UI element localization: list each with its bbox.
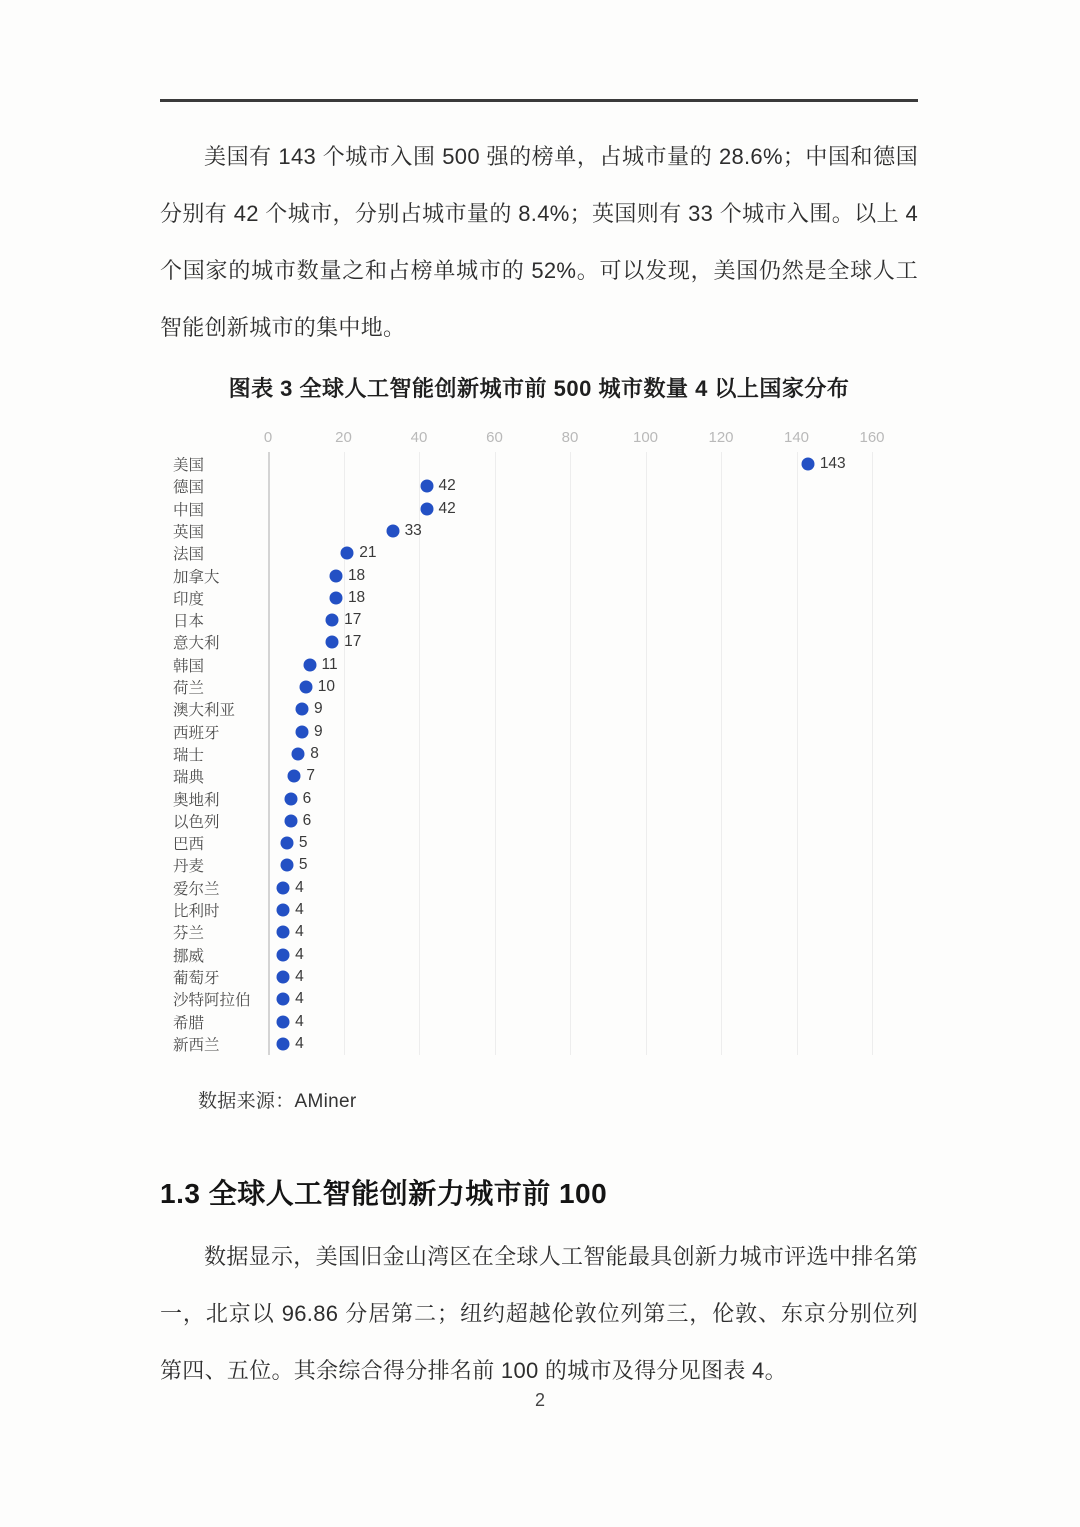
data-point-dot [295, 725, 308, 738]
gridline [872, 452, 873, 1055]
value-label: 42 [438, 499, 456, 517]
value-label: 18 [347, 566, 366, 584]
category-label: 以色列 [173, 813, 220, 831]
category-label: 巴西 [173, 836, 205, 854]
value-label: 9 [313, 722, 323, 740]
gridline [646, 452, 647, 1055]
category-label: 澳大利亚 [173, 702, 236, 720]
y-axis-line [268, 452, 270, 1055]
category-label: 新西兰 [173, 1036, 220, 1054]
data-point-dot [284, 814, 297, 827]
data-point-dot [329, 569, 342, 582]
value-label: 17 [344, 611, 362, 629]
category-label: 法国 [173, 546, 205, 564]
category-label: 美国 [173, 457, 205, 474]
data-point-dot [277, 1015, 290, 1028]
data-source-note: 数据来源：AMiner [198, 1091, 357, 1112]
chart-title: 图表 3 全球人工智能创新城市前 500 城市数量 4 以上国家分布 [228, 376, 850, 401]
data-point-dot [277, 993, 290, 1006]
value-label: 9 [313, 700, 323, 718]
category-label: 英国 [173, 523, 205, 541]
chart [160, 425, 900, 1070]
gridline [344, 452, 345, 1055]
x-tick-label: 100 [632, 429, 659, 446]
category-label: 加拿大 [173, 568, 220, 586]
x-tick-label: 140 [783, 429, 810, 446]
category-label: 日本 [173, 613, 205, 631]
data-point-dot [277, 970, 290, 983]
category-label: 沙特阿拉伯 [173, 992, 251, 1010]
value-label: 5 [298, 856, 308, 874]
data-point-dot [295, 703, 308, 716]
value-label: 4 [295, 923, 304, 941]
x-tick-label: 60 [486, 429, 503, 446]
category-label: 比利时 [173, 903, 220, 920]
data-point-dot [284, 792, 297, 805]
data-point-dot [420, 480, 433, 493]
category-label: 希腊 [173, 1014, 205, 1032]
category-label: 中国 [173, 501, 205, 519]
category-label: 瑞典 [173, 769, 205, 787]
x-tick-label: 80 [561, 429, 579, 446]
x-tick-label: 120 [708, 429, 734, 446]
value-label: 6 [302, 811, 312, 829]
body-paragraph: 数据显示，美国旧金山湾区在全球人工智能最具创新力城市评选中排名第一，北京以 96.86 分居第二；纽约超越伦敦位列第三，伦敦、东京分别位列第四、五位。其余综合得分排名前 100 的城市及得分见图表 4。 [160, 1244, 918, 1383]
value-label: 8 [310, 744, 319, 762]
gridline [570, 452, 571, 1055]
data-point-dot [288, 770, 301, 783]
value-label: 42 [438, 477, 456, 495]
data-point-dot [277, 948, 290, 961]
intro-paragraph: 美国有 143 个城市入围 500 强的榜单，占城市量的 28.6%；中国和德国分别有 42 个城市，分别占城市量的 8.4%；英国则有 33 个城市入围。以上 4 个国家的城市数量之和占榜单城市的 52%。可以发现，美国仍然是全球人工智能创新城市的集中地。 [160, 144, 918, 340]
data-point-dot [280, 837, 293, 850]
data-point-dot [277, 1037, 290, 1050]
category-label: 意大利 [173, 635, 220, 653]
value-label: 18 [347, 588, 366, 606]
gridline [797, 452, 798, 1055]
value-label: 33 [404, 521, 422, 539]
value-label: 4 [295, 901, 304, 918]
data-point-dot [303, 658, 316, 671]
category-label: 葡萄牙 [173, 969, 220, 987]
category-label: 德国 [173, 479, 205, 497]
value-label: 6 [302, 789, 312, 807]
data-point-dot [299, 681, 312, 694]
value-label: 17 [344, 633, 362, 651]
category-label: 爱尔兰 [173, 880, 220, 898]
gridline [419, 452, 420, 1055]
value-label: 4 [295, 1012, 304, 1030]
data-point-dot [292, 747, 305, 760]
value-label: 7 [306, 767, 316, 785]
value-label: 4 [295, 945, 304, 963]
value-label: 4 [295, 1034, 304, 1052]
page-number: 2 [534, 1390, 545, 1410]
category-label: 韩国 [173, 657, 205, 675]
data-point-dot [386, 524, 399, 537]
data-point-dot [329, 591, 342, 604]
category-label: 瑞士 [173, 746, 205, 764]
gridline [495, 452, 496, 1055]
x-tick-label: 20 [335, 429, 352, 446]
x-tick-label: 40 [410, 429, 428, 446]
x-tick-label: 0 [263, 429, 273, 446]
data-point-dot [341, 547, 354, 560]
value-label: 21 [359, 544, 377, 562]
data-point-dot [326, 636, 339, 649]
x-tick-label: 160 [859, 429, 885, 446]
section-heading: 1.3 全球人工智能创新力城市前 100 [160, 1178, 608, 1209]
divider-line [160, 99, 918, 102]
value-label: 143 [819, 455, 846, 472]
gridline [721, 452, 722, 1055]
value-label: 10 [317, 678, 335, 695]
value-label: 4 [295, 967, 304, 985]
value-label: 5 [298, 834, 308, 852]
data-point-dot [277, 881, 290, 894]
data-point-dot [277, 926, 290, 939]
data-point-dot [801, 458, 814, 471]
data-point-dot [280, 859, 293, 872]
category-label: 奥地利 [173, 791, 220, 809]
value-label: 4 [295, 878, 304, 896]
data-point-dot [326, 614, 339, 627]
category-label: 印度 [173, 590, 205, 608]
value-label: 11 [321, 655, 338, 673]
data-point-dot [420, 502, 433, 515]
category-label: 荷兰 [173, 680, 205, 697]
data-point-dot [277, 904, 290, 917]
category-label: 芬兰 [173, 925, 205, 943]
value-label: 4 [295, 990, 304, 1008]
category-label: 丹麦 [173, 858, 205, 876]
category-label: 挪威 [173, 947, 205, 965]
category-label: 西班牙 [173, 724, 220, 742]
